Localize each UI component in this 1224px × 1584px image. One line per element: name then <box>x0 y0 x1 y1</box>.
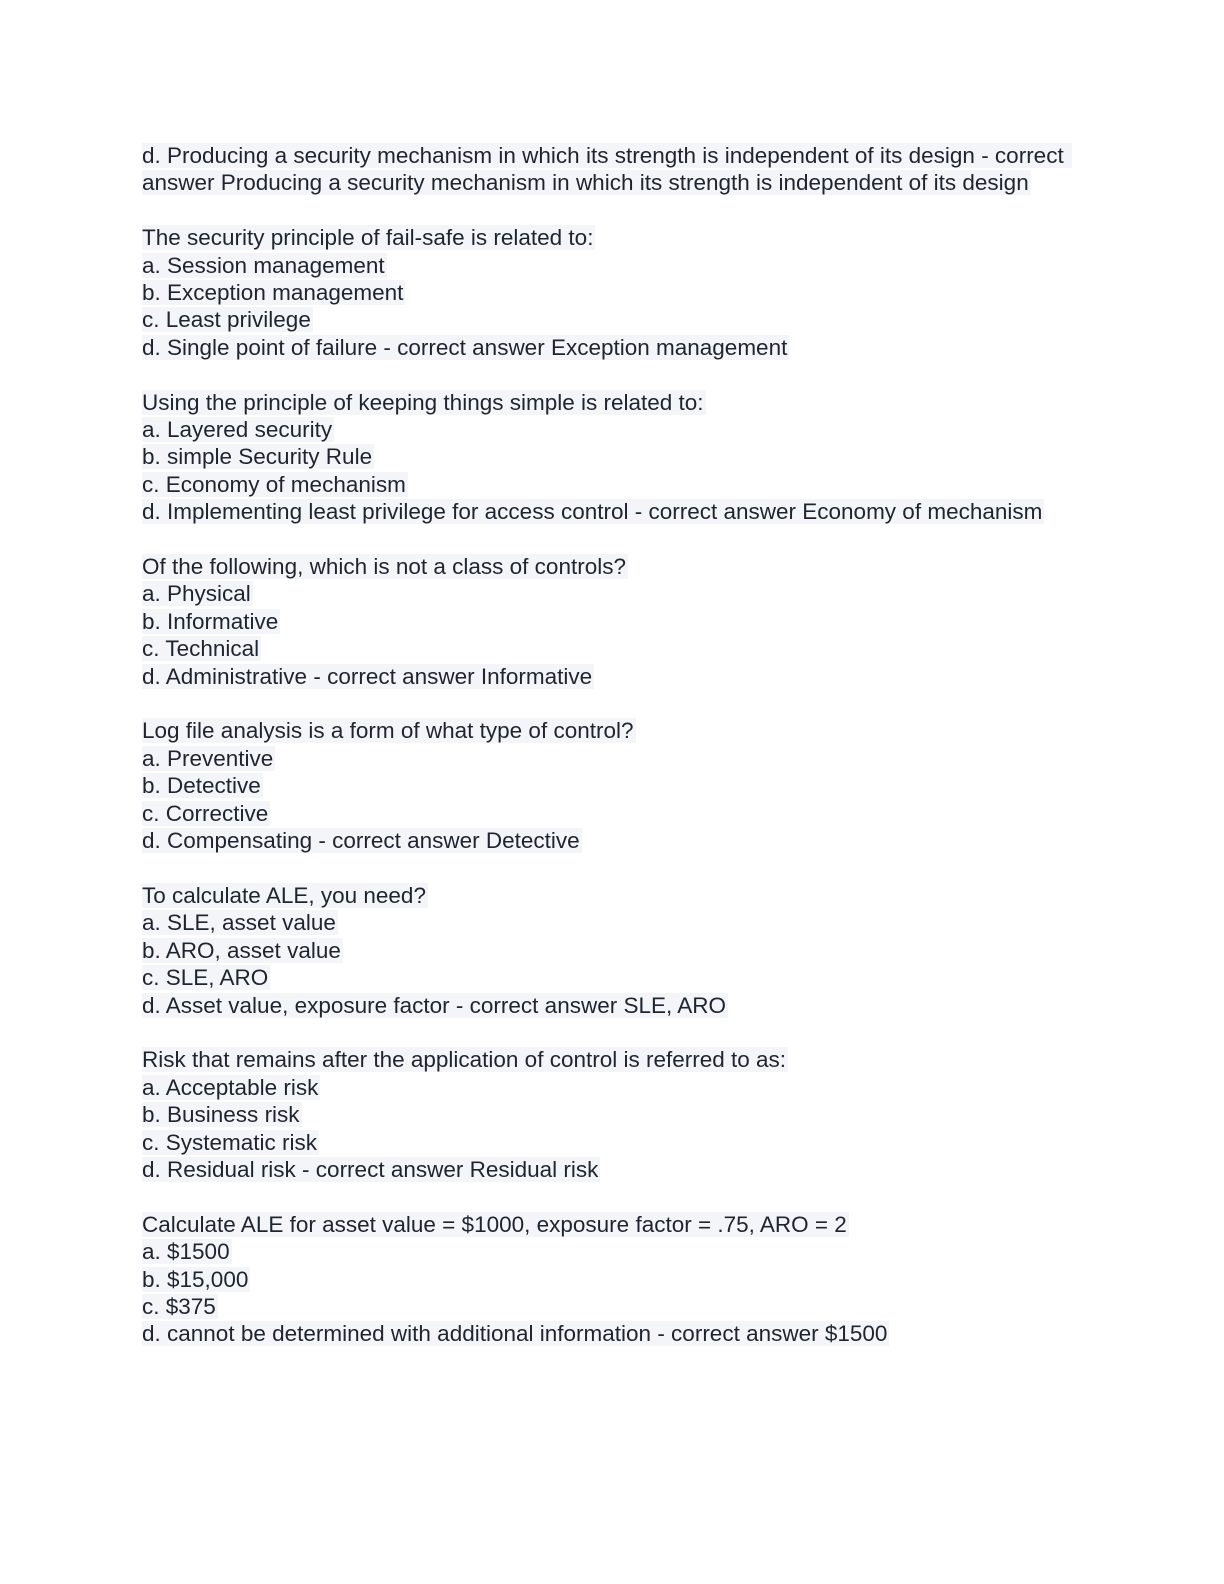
question-text: The security principle of fail-safe is related to: <box>142 225 594 251</box>
option-d-with-answer: d. Asset value, exposure factor - correct answer SLE, ARO <box>142 992 727 1018</box>
question-text: Of the following, which is not a class of controls? <box>142 554 626 580</box>
option-b: b. Informative <box>142 608 279 634</box>
option-a: a. SLE, asset value <box>142 910 336 936</box>
option-d-with-answer: d. Compensating - correct answer Detective <box>142 828 580 854</box>
option-c: c. Corrective <box>142 800 269 826</box>
option-b: b. $15,000 <box>142 1266 249 1292</box>
option-a: a. Physical <box>142 581 251 607</box>
option-c: c. $375 <box>142 1293 216 1319</box>
option-c: c. Economy of mechanism <box>142 471 406 497</box>
spacer <box>142 1183 1082 1210</box>
option-d-with-answer: d. Implementing least privilege for access control - correct answer Economy of mechanism <box>142 499 1043 525</box>
option-d-with-answer: d. cannot be determined with additional information - correct answer $1500 <box>142 1321 888 1347</box>
option-a: a. Acceptable risk <box>142 1074 319 1100</box>
spacer <box>142 1019 1082 1046</box>
question-block-3 <box>142 553 1082 690</box>
option-c: c. SLE, ARO <box>142 965 269 991</box>
spacer <box>142 690 1082 717</box>
question-block-1 <box>142 224 1082 361</box>
question-block-5 <box>142 882 1082 1019</box>
question-block-4 <box>142 717 1082 854</box>
document-page <box>142 142 1082 1348</box>
spacer <box>142 526 1082 553</box>
spacer <box>142 855 1082 882</box>
option-d-with-answer: d. Residual risk - correct answer Residual risk <box>142 1156 599 1182</box>
option-c: c. Technical <box>142 636 260 662</box>
question-block-6 <box>142 1046 1082 1183</box>
lead-text: d. Producing a security mechanism in which its strength is independent of its design - correct answer Producing a security mechanism in which its strength is independent of its design <box>142 143 1070 196</box>
question-text: Log file analysis is a form of what type of control? <box>142 718 634 744</box>
option-b: b. simple Security Rule <box>142 444 373 470</box>
question-block-7 <box>142 1211 1082 1348</box>
option-b: b. Exception management <box>142 280 404 306</box>
spacer <box>142 361 1082 388</box>
question-block-2 <box>142 389 1082 526</box>
spacer <box>142 197 1082 224</box>
option-c: c. Least privilege <box>142 307 311 333</box>
option-d-with-answer: d. Administrative - correct answer Informative <box>142 663 593 689</box>
question-text: Calculate ALE for asset value = $1000, exposure factor = .75, ARO = 2 <box>142 1211 847 1237</box>
option-a: a. $1500 <box>142 1239 230 1265</box>
question-text: Using the principle of keeping things simple is related to: <box>142 389 704 415</box>
option-a: a. Layered security <box>142 417 333 443</box>
option-d-with-answer: d. Single point of failure - correct answer Exception management <box>142 334 788 360</box>
lead-paragraph <box>142 142 1082 197</box>
option-a: a. Session management <box>142 252 385 278</box>
option-b: b. ARO, asset value <box>142 937 341 963</box>
question-text: To calculate ALE, you need? <box>142 882 426 908</box>
option-b: b. Detective <box>142 773 261 799</box>
option-b: b. Business risk <box>142 1102 300 1128</box>
question-text: Risk that remains after the application of control is referred to as: <box>142 1047 787 1073</box>
option-c: c. Systematic risk <box>142 1129 318 1155</box>
option-a: a. Preventive <box>142 745 274 771</box>
